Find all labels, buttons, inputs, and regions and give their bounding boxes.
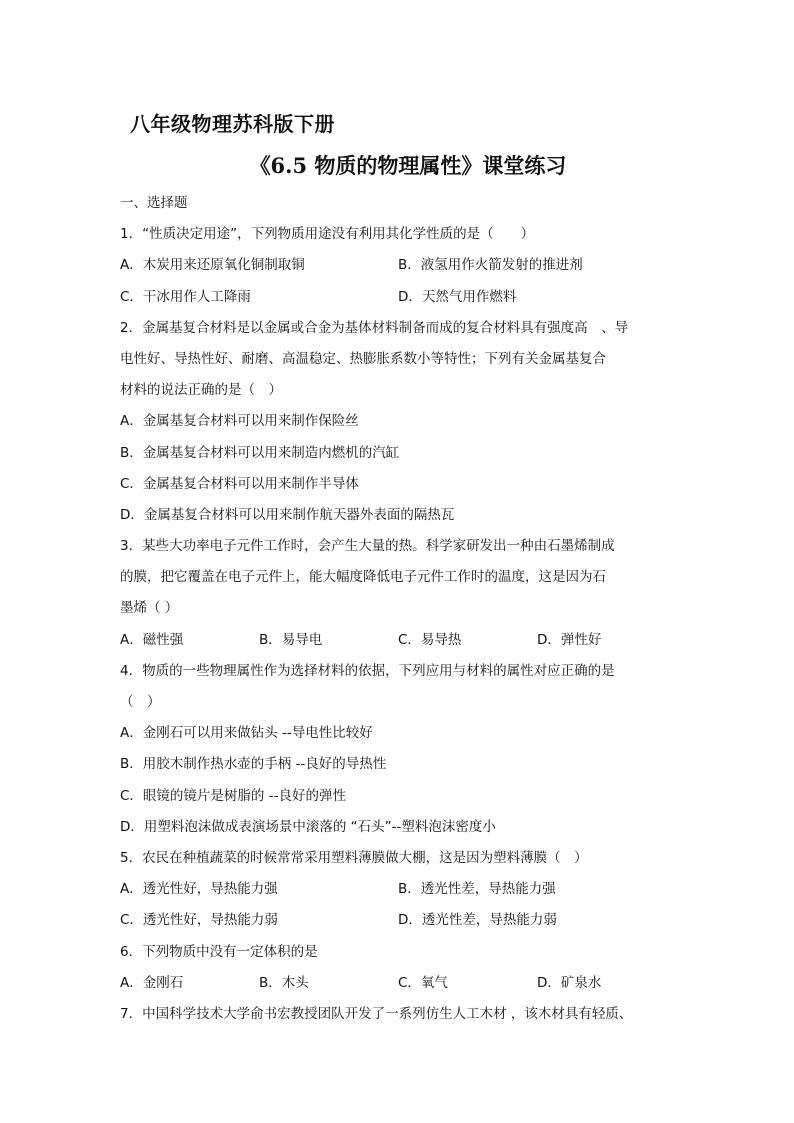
option-row bbox=[120, 282, 680, 313]
option-text: B．金属基复合材料可以用来制造内燃机的汽缸 bbox=[120, 444, 400, 461]
option-text: A．磁性强 bbox=[120, 631, 184, 648]
question-stem: 1．“性质决定用途”，下列物质用途没有利用其化学性质的是（ ） bbox=[120, 226, 535, 243]
question-stem: 电性好、导热性好、耐磨、高温稳定、热膨胀系数小等特性；下列有关金属基复合 bbox=[120, 350, 606, 367]
option-text: D．矿泉水 bbox=[537, 974, 602, 991]
option-row bbox=[120, 874, 680, 905]
option-text: D．金属基复合材料可以用来制作航天器外表面的隔热瓦 bbox=[120, 506, 455, 523]
option-text: A．金刚石可以用来做钻头 --导电性比较好 bbox=[120, 725, 373, 742]
option-text: A．木炭用来还原氧化铜制取铜 bbox=[120, 257, 305, 274]
option-text: C．易导热 bbox=[398, 631, 462, 648]
section-heading: 一、选择题 bbox=[120, 195, 188, 211]
option-text: B．透光性差，导热能力强 bbox=[398, 881, 556, 898]
option-row bbox=[120, 625, 680, 656]
question-stem: 4．物质的一些物理属性作为选择材料的依据，下列应用与材料的属性对应正确的是 bbox=[120, 662, 615, 679]
option-text: A．金刚石 bbox=[120, 974, 184, 991]
option-row bbox=[120, 250, 680, 281]
question-stem: 墨烯（ ） bbox=[120, 600, 179, 617]
option-text: B．液氢用作火箭发射的推进剂 bbox=[398, 257, 583, 274]
question-stem: 材料的说法正确的是（ ） bbox=[120, 382, 282, 399]
question-stem: 3．某些大功率电子元件工作时，会产生大量的热。科学家研发出一种由石墨烯制成 bbox=[120, 538, 615, 555]
option-text: D．弹性好 bbox=[537, 631, 602, 648]
option-text: C．金属基复合材料可以用来制作半导体 bbox=[120, 475, 359, 492]
option-text: C．透光性好，导热能力弱 bbox=[120, 912, 278, 929]
option-text: B．木头 bbox=[259, 974, 309, 991]
option-text: C．氧气 bbox=[398, 974, 448, 991]
option-text: B．用胶木制作热水壶的手柄 --良好的导热性 bbox=[120, 756, 387, 773]
option-text: C．眼镜的镜片是树脂的 --良好的弹性 bbox=[120, 787, 346, 804]
option-row bbox=[120, 968, 680, 999]
question-stem: 7．中国科学技术大学俞书宏教授团队开发了一系列仿生人工木材 ，该木材具有轻质、 bbox=[120, 1005, 633, 1022]
question-stem: 5．农民在种植蔬菜的时候常常采用塑料薄膜做大棚，这是因为塑料薄膜（ ） bbox=[120, 849, 588, 866]
option-text: A．金属基复合材料可以用来制作保险丝 bbox=[120, 413, 359, 430]
option-text: D．用塑料泡沫做成表演场景中滚落的 “石头”--塑料泡沫密度小 bbox=[120, 818, 496, 835]
option-row bbox=[120, 905, 680, 936]
document-title: 八年级物理苏科版下册 bbox=[130, 112, 335, 136]
question-stem: （ ） bbox=[120, 694, 161, 710]
option-text: D．透光性差，导热能力弱 bbox=[398, 912, 557, 929]
question-stem: 6．下列物质中没有一定体积的是 bbox=[120, 943, 318, 960]
option-text: D．天然气用作燃料 bbox=[398, 288, 517, 305]
document-subtitle: 《6.5 物质的物理属性》课堂练习 bbox=[249, 153, 567, 178]
option-text: B．易导电 bbox=[259, 631, 323, 648]
option-text: A．透光性好，导热能力强 bbox=[120, 881, 278, 898]
option-text: C．干冰用作人工降雨 bbox=[120, 288, 251, 305]
question-stem: 2．金属基复合材料是以金属或合金为基体材料制备而成的复合材料具有强度高 、导 bbox=[120, 319, 629, 336]
question-stem: 的膜，把它覆盖在电子元件上，能大幅度降低电子元件工作时的温度，这是因为石 bbox=[120, 569, 606, 586]
document-body bbox=[120, 188, 680, 1030]
